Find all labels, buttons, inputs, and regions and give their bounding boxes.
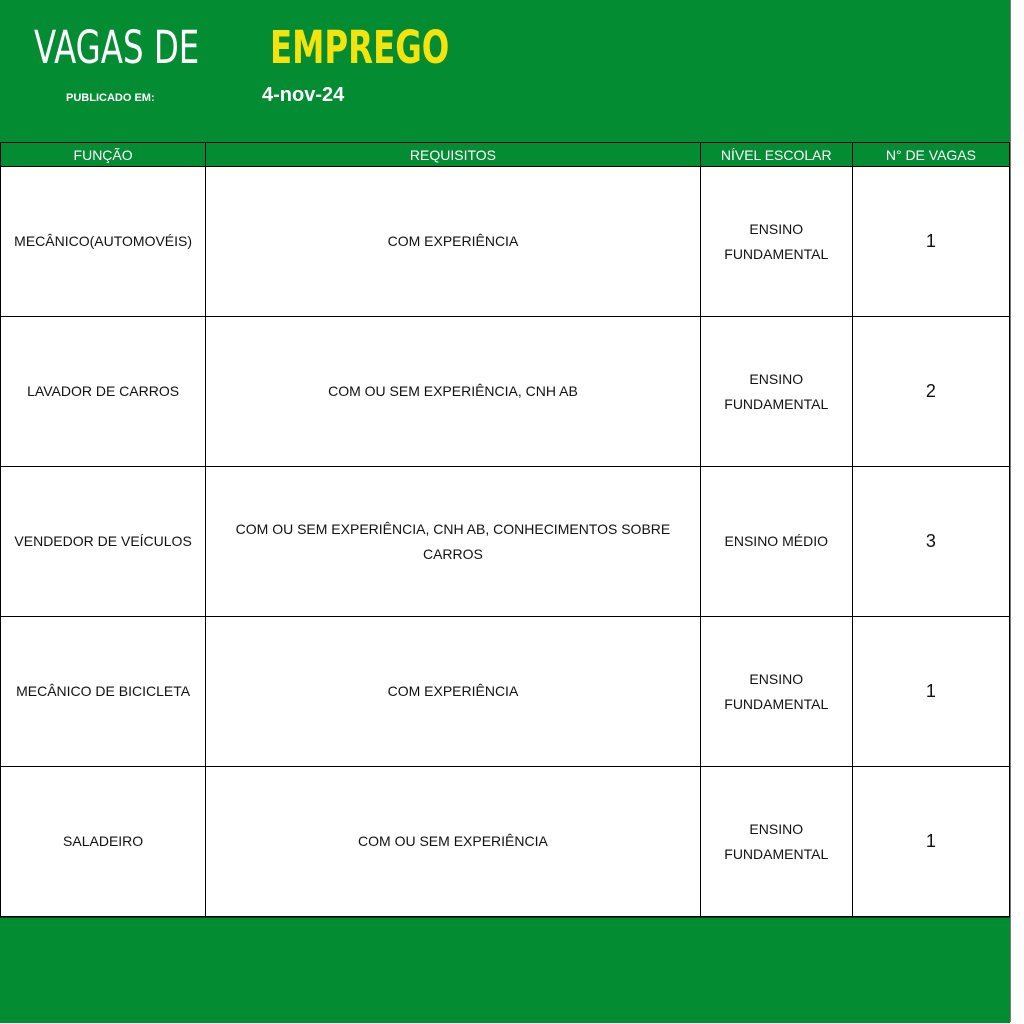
cell-funcao: MECÂNICO DE BICICLETA <box>1 617 206 767</box>
cell-nivel: ENSINO FUNDAMENTAL <box>700 317 852 467</box>
table-row <box>1 767 1010 917</box>
table-row <box>1 617 1010 767</box>
cell-requisitos: COM OU SEM EXPERIÊNCIA, CNH AB <box>206 317 700 467</box>
table-row <box>1 467 1010 617</box>
title-part2: EMPREGO <box>270 21 450 74</box>
cell-requisitos: COM EXPERIÊNCIA <box>206 167 700 317</box>
cell-vagas: 1 <box>852 617 1009 767</box>
table-row <box>1 167 1010 317</box>
column-header-nivel-escolar: NÍVEL ESCOLAR <box>700 143 852 167</box>
column-header-numero-vagas: N° DE VAGAS <box>852 143 1009 167</box>
cell-funcao: VENDEDOR DE VEÍCULOS <box>1 467 206 617</box>
jobs-table <box>0 142 1010 917</box>
cell-vagas: 2 <box>852 317 1009 467</box>
cell-requisitos: COM EXPERIÊNCIA <box>206 617 700 767</box>
table-row <box>1 317 1010 467</box>
column-header-funcao: FUNÇÃO <box>1 143 206 167</box>
title-part1: VAGAS DE <box>34 21 200 74</box>
cell-funcao: SALADEIRO <box>1 767 206 917</box>
header-band <box>0 0 1010 143</box>
cell-funcao: LAVADOR DE CARROS <box>1 317 206 467</box>
cell-vagas: 1 <box>852 767 1009 917</box>
table-header-row <box>1 143 1010 167</box>
cell-requisitos: COM OU SEM EXPERIÊNCIA, CNH AB, CONHECIMENTOS SOBRE CARROS <box>206 467 700 617</box>
column-header-requisitos: REQUISITOS <box>206 143 700 167</box>
cell-funcao: MECÂNICO(AUTOMOVÉIS) <box>1 167 206 317</box>
cell-nivel: ENSINO FUNDAMENTAL <box>700 617 852 767</box>
cell-vagas: 3 <box>852 467 1009 617</box>
cell-nivel: ENSINO FUNDAMENTAL <box>700 167 852 317</box>
footer-band <box>0 917 1010 1023</box>
published-label: PUBLICADO EM: <box>66 92 155 104</box>
published-date: 4-nov-24 <box>262 84 345 106</box>
cell-requisitos: COM OU SEM EXPERIÊNCIA <box>206 767 700 917</box>
cell-nivel: ENSINO MÉDIO <box>700 467 852 617</box>
cell-vagas: 1 <box>852 167 1009 317</box>
cell-nivel: ENSINO FUNDAMENTAL <box>700 767 852 917</box>
